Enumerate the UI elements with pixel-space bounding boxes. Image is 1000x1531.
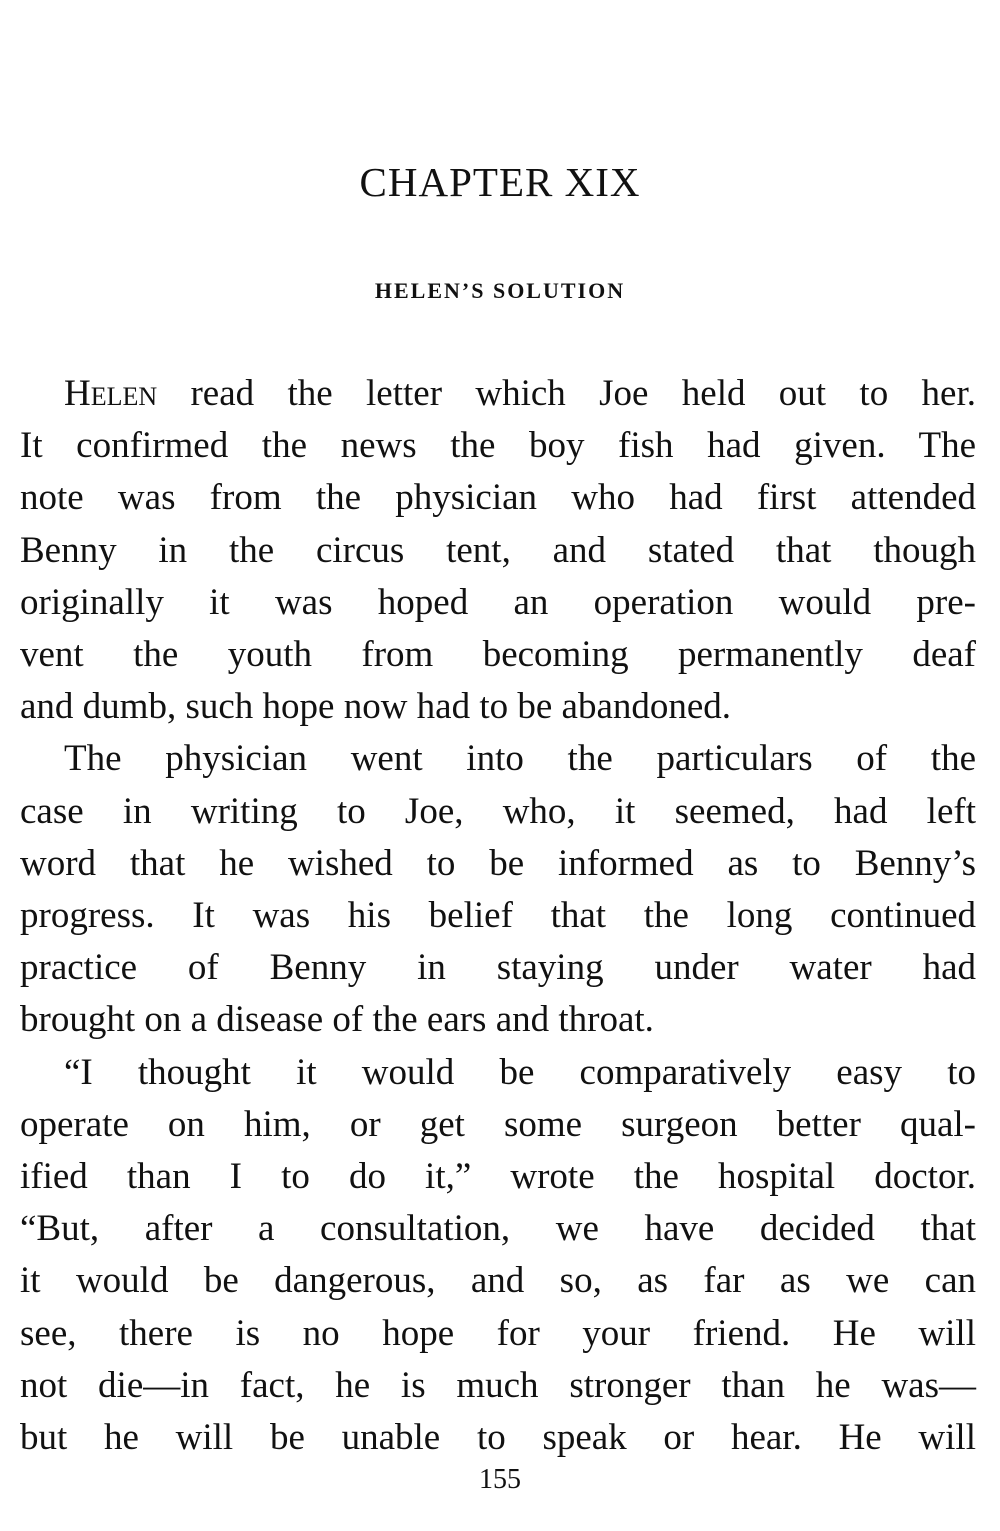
text-line: note was from the physician who had first attended bbox=[20, 477, 976, 519]
text-line: “I thought it would be comparatively easy to bbox=[64, 1051, 976, 1093]
text-line: see, there is no hope for your friend. He will bbox=[20, 1312, 976, 1354]
text-line: It confirmed the news the boy fish had given. The bbox=[20, 425, 976, 467]
body-text bbox=[20, 368, 976, 1464]
text-line: originally it was hoped an operation would pre- bbox=[20, 581, 976, 623]
chapter-title: HELEN’S SOLUTION bbox=[374, 278, 626, 303]
text-line: but he will be unable to speak or hear. He will bbox=[20, 1417, 976, 1459]
text-line: word that he wished to be informed as to Benny’s bbox=[20, 842, 976, 884]
page-number: 155 bbox=[479, 1464, 521, 1495]
text-line: case in writing to Joe, who, it seemed, had left bbox=[20, 790, 976, 832]
text-line: operate on him, or get some surgeon better qual- bbox=[20, 1103, 976, 1145]
chapter-heading: CHAPTER XIX bbox=[359, 159, 641, 205]
text-line: The physician went into the particulars of the bbox=[64, 738, 976, 780]
text-line: practice of Benny in staying under water had bbox=[20, 947, 976, 989]
paragraph-3 bbox=[20, 1047, 976, 1465]
text-line: Helen read the letter which Joe held out to her. bbox=[64, 373, 976, 414]
text-line: not die—in fact, he is much stronger than he was— bbox=[20, 1364, 976, 1406]
paragraph-1 bbox=[20, 368, 976, 733]
paragraph-2 bbox=[20, 733, 976, 1046]
drop-word: Helen bbox=[64, 373, 158, 414]
text-line: vent the youth from becoming permanently deaf bbox=[20, 634, 976, 676]
text-line: “But, after a consultation, we have decided that bbox=[20, 1208, 976, 1250]
text-line: it would be dangerous, and so, as far as we can bbox=[20, 1260, 976, 1302]
text-line: progress. It was his belief that the long continued bbox=[20, 895, 976, 937]
text-line: brought on a disease of the ears and throat. bbox=[20, 999, 654, 1041]
text-line: ified than I to do it,” wrote the hospital doctor. bbox=[20, 1156, 976, 1198]
text-line: Benny in the circus tent, and stated that though bbox=[20, 529, 976, 571]
text-line: and dumb, such hope now had to be abandoned. bbox=[20, 686, 732, 728]
